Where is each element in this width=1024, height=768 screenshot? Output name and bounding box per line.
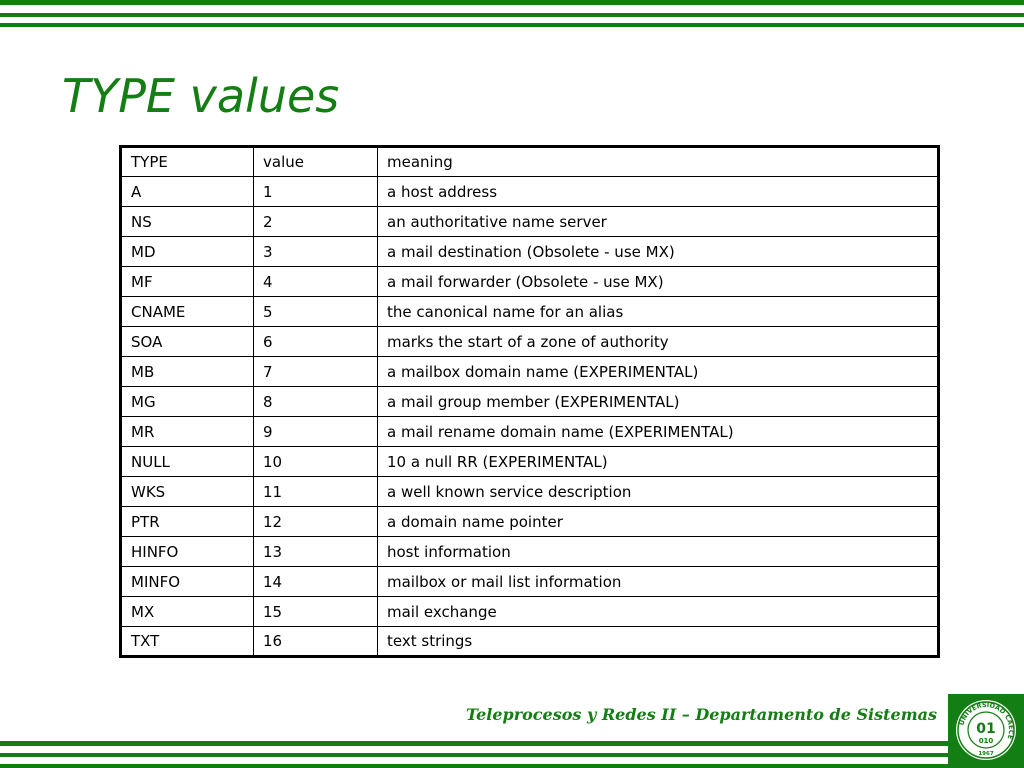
cell-type: NULL <box>121 447 254 477</box>
university-logo <box>948 694 1024 768</box>
cell-type: MR <box>121 417 254 447</box>
cell-meaning: mail exchange <box>378 597 939 627</box>
footer-text: Teleprocesos y Redes II – Departamento de Sistemas <box>466 705 937 724</box>
cell-value: 9 <box>254 417 378 447</box>
cell-value: 8 <box>254 387 378 417</box>
table-row <box>121 447 939 477</box>
cell-meaning: marks the start of a zone of authority <box>378 327 939 357</box>
table-row <box>121 597 939 627</box>
cell-meaning: the canonical name for an alias <box>378 297 939 327</box>
table-row <box>121 207 939 237</box>
cell-meaning: mailbox or mail list information <box>378 567 939 597</box>
cell-type: MINFO <box>121 567 254 597</box>
cell-type: MF <box>121 267 254 297</box>
cell-type: WKS <box>121 477 254 507</box>
table-row <box>121 237 939 267</box>
bottom-stripe-1 <box>0 741 948 746</box>
cell-meaning: text strings <box>378 627 939 657</box>
cell-type: HINFO <box>121 537 254 567</box>
header-value: value <box>254 147 378 177</box>
cell-value: 1 <box>254 177 378 207</box>
type-values-table <box>119 145 940 658</box>
cell-meaning: host information <box>378 537 939 567</box>
bottom-stripe-3 <box>0 764 948 768</box>
cell-value: 11 <box>254 477 378 507</box>
cell-value: 14 <box>254 567 378 597</box>
cell-meaning: 10 a null RR (EXPERIMENTAL) <box>378 447 939 477</box>
cell-value: 10 <box>254 447 378 477</box>
cell-meaning: a host address <box>378 177 939 207</box>
cell-value: 13 <box>254 537 378 567</box>
table-body <box>121 147 939 657</box>
cell-type: MX <box>121 597 254 627</box>
svg-text:01: 01 <box>976 721 996 737</box>
cell-value: 12 <box>254 507 378 537</box>
table-row <box>121 627 939 657</box>
cell-meaning: a mail group member (EXPERIMENTAL) <box>378 387 939 417</box>
table-row <box>121 177 939 207</box>
cell-meaning: a mail forwarder (Obsolete - use MX) <box>378 267 939 297</box>
table-row <box>121 387 939 417</box>
cell-value: 3 <box>254 237 378 267</box>
cell-meaning: a mailbox domain name (EXPERIMENTAL) <box>378 357 939 387</box>
cell-type: MG <box>121 387 254 417</box>
cell-value: 2 <box>254 207 378 237</box>
table-row <box>121 297 939 327</box>
table-header-row <box>121 147 939 177</box>
cell-value: 7 <box>254 357 378 387</box>
cell-type: SOA <box>121 327 254 357</box>
table-row <box>121 267 939 297</box>
cell-type: PTR <box>121 507 254 537</box>
table-row <box>121 507 939 537</box>
top-stripe-1 <box>0 0 1024 5</box>
table-row <box>121 477 939 507</box>
cell-value: 4 <box>254 267 378 297</box>
cell-type: A <box>121 177 254 207</box>
table-row <box>121 417 939 447</box>
slide-title: TYPE values <box>62 69 340 123</box>
cell-type: NS <box>121 207 254 237</box>
header-meaning: meaning <box>378 147 939 177</box>
header-type: TYPE <box>121 147 254 177</box>
cell-type: MB <box>121 357 254 387</box>
table-row <box>121 567 939 597</box>
top-stripe-2 <box>0 13 1024 17</box>
top-stripe-3 <box>0 23 1024 27</box>
cell-meaning: a mail rename domain name (EXPERIMENTAL) <box>378 417 939 447</box>
cell-type: MD <box>121 237 254 267</box>
table-row <box>121 357 939 387</box>
cell-value: 16 <box>254 627 378 657</box>
cell-value: 6 <box>254 327 378 357</box>
table-row <box>121 537 939 567</box>
cell-meaning: an authoritative name server <box>378 207 939 237</box>
cell-value: 15 <box>254 597 378 627</box>
cell-type: CNAME <box>121 297 254 327</box>
bottom-stripe-2 <box>0 753 948 757</box>
cell-type: TXT <box>121 627 254 657</box>
cell-meaning: a well known service description <box>378 477 939 507</box>
university-seal-icon <box>954 698 1018 762</box>
cell-meaning: a mail destination (Obsolete - use MX) <box>378 237 939 267</box>
svg-text:010: 010 <box>978 737 994 745</box>
svg-text:1967: 1967 <box>978 751 994 757</box>
cell-value: 5 <box>254 297 378 327</box>
cell-meaning: a domain name pointer <box>378 507 939 537</box>
svg-text:UNIVERSIDAD CAECE: UNIVERSIDAD CAECE <box>957 700 1016 741</box>
table-row <box>121 327 939 357</box>
